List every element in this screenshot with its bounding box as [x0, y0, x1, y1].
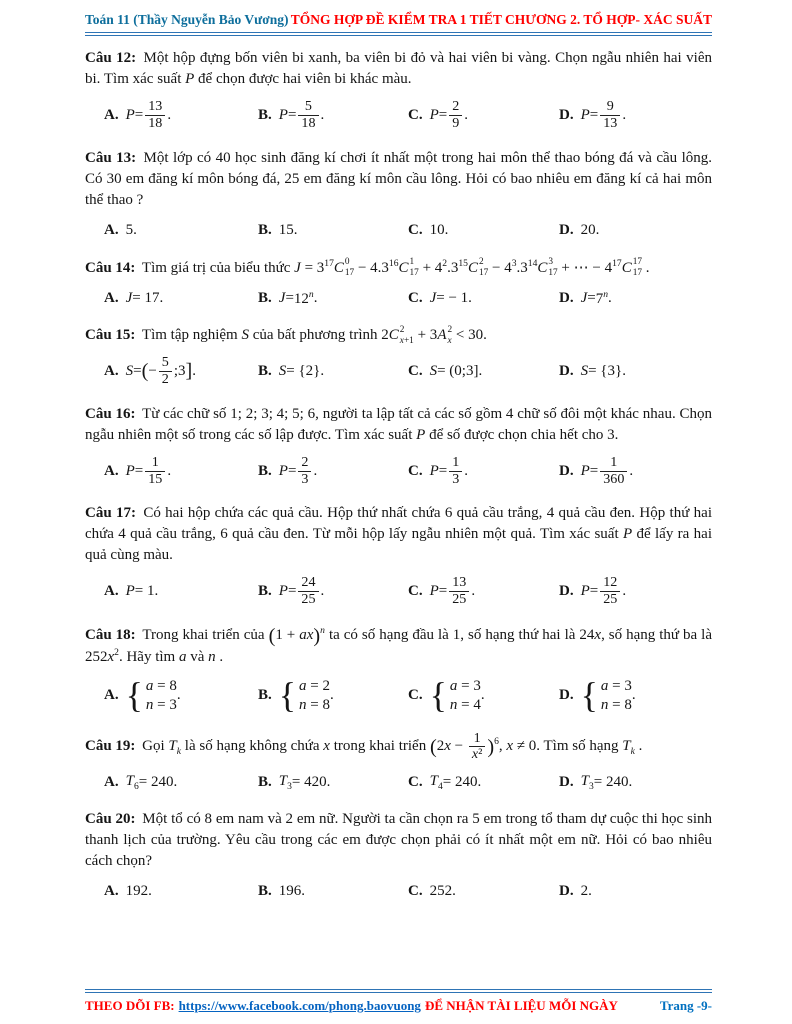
answer-content: P = $\frac{13}{25}$ . [429, 574, 476, 608]
answer-letter: B. [258, 362, 272, 379]
answer-option [408, 455, 555, 488]
question [85, 148, 712, 241]
fraction: $\frac{13}{18}$ [145, 99, 165, 132]
answer-content: 192. [125, 883, 152, 900]
fraction: $\frac{9}{13}$ [600, 99, 620, 132]
answer-letter: B. [258, 687, 272, 704]
math-symbol: C 0 17 [333, 257, 355, 279]
facebook-link[interactable]: https://www.facebook.com/phong.baovuong [178, 998, 421, 1013]
answer-content: 5. [125, 221, 137, 238]
question-label: Câu 18: [85, 626, 136, 643]
question-body: Một hộp đựng bốn viên bi xanh, ba viên bi đỏ và hai viên bi vàng. Chọn ngẫu nhiên hai viên bi. Tìm xác suất P để chọn được hai viên bi khác màu. [85, 50, 712, 87]
question [85, 503, 712, 608]
question-text [85, 404, 712, 446]
brace-icon: { [278, 674, 297, 715]
answer-option [408, 674, 555, 715]
question-label: Câu 14: [85, 259, 136, 276]
footer-divider [85, 989, 712, 993]
question [85, 624, 712, 715]
answer-option [408, 881, 555, 902]
answer-letter: A. [104, 774, 119, 791]
answer-content: $T_3$ = 420. [278, 773, 331, 793]
question-text [85, 48, 712, 90]
answer-option [104, 455, 254, 488]
answer-letter: C. [408, 583, 423, 600]
page-header [85, 12, 712, 32]
question-text [85, 809, 712, 872]
answer-content: P = $\frac{2}{9}$ . [429, 98, 469, 131]
answer-letter: A. [104, 362, 119, 379]
answer-letter: A. [104, 462, 119, 479]
math-symbol: $T_k$ [168, 738, 182, 758]
question-body: Có hai hộp chứa các quả cầu. Hộp thứ nhất chứa 6 quả cầu trắng, 4 quả cầu đen. Hộp thứ hai chứa 4 quả cầu trắng, 6 quả cầu đen. Từ mỗi hộp lấy ngẫu nhiên một quả. Tìm xác suất P để lấy ra hai quả cùng màu. [85, 505, 712, 564]
answer-letter: A. [104, 289, 119, 306]
answer-content: $T_3$ = 240. [580, 773, 633, 793]
math-symbol: $4^2$ [434, 257, 448, 276]
math-symbol: C 2 x+1 [388, 324, 414, 346]
answer-content: S = {3}. [580, 362, 626, 379]
answer-content: $T_4$ = 240. [429, 773, 482, 793]
question-body: Từ các chữ số 1; 2; 3; 4; 5; 6, người ta lập tất cả các số gồm 4 chữ số đôi một khác nhau. Chọn ngẫu nhiên một số trong các số lập được. Tìm xác suất P để số được chọn chia hết cho 3. [85, 405, 712, 443]
answer-letter: B. [258, 106, 272, 123]
question-body: Trong khai triển của (1 + ax)$^n$ ta có số hạng đầu là 1, số hạng thứ hai là 24x, số hạng thứ ba là $252x^2$. Hãy tìm a và n . [85, 624, 712, 666]
answer-content: P = $\frac{12}{25}$ . [580, 574, 627, 608]
answer-letter: A. [104, 883, 119, 900]
brace-icon: { [125, 674, 143, 715]
answer-option [258, 674, 404, 715]
math-symbol: C 3 17 [537, 257, 558, 279]
answer-letter: B. [258, 462, 272, 479]
answer-letter: B. [258, 289, 272, 306]
answer-option [559, 288, 712, 309]
header-title: TỔNG HỢP ĐỀ KIỂM TRA 1 TIẾT CHƯƠNG 2. TỔ HỢP- XÁC SUẤT [290, 12, 712, 27]
answer-option [408, 361, 555, 382]
answer-letter: C. [408, 774, 423, 791]
fraction: $\frac{1}{\text{x²}}$ [469, 731, 486, 764]
answer-letter: C. [408, 883, 423, 900]
math-symbol: $3^{16}$ [381, 257, 399, 276]
answer-content: P = $\frac{1}{3}$ . [429, 453, 469, 487]
answer-option [258, 575, 404, 608]
answer-letter: C. [408, 289, 423, 306]
answer-option [559, 674, 712, 715]
answer-letter: A. [104, 583, 119, 600]
answer-letter: B. [258, 221, 272, 238]
answer-content: P = $\frac{5}{18}$ . [278, 98, 325, 131]
math-symbol: A 2 x [437, 324, 453, 346]
question-label: Câu 20: [85, 811, 136, 828]
answer-content: { a = 3 n = 4 . [429, 674, 485, 715]
answer-option [104, 674, 254, 715]
question [85, 404, 712, 488]
answer-letter: C. [408, 687, 423, 704]
question-label: Câu 12: [85, 50, 137, 66]
answer-option [559, 772, 712, 793]
answer-option [559, 881, 712, 902]
answer-content: $T_6$ = 240. [125, 773, 178, 793]
answer-option [104, 772, 254, 793]
answer-row [85, 455, 712, 488]
answer-row [85, 99, 712, 132]
fraction: $\frac{2}{3}$ [298, 455, 311, 488]
answer-option [408, 575, 555, 608]
question-body: Tìm giá trị của biểu thức $J = 3^{17}C$ 0 17 − $4.3^{16}C$ 1 17 + $4^2.3^{15}C$ 2 17 − $4^3.3^{14}C$ 3 17 + ⋯ − $4^{17}C$ 17 17 . [141, 257, 650, 279]
question-body: Một tổ có 8 em nam và 2 em nữ. Người ta cần chọn ra 5 em trong tổ tham dự cuộc thi học sinh thanh lịch của trường. Yêu cầu trong các em được chọn phải có ít nhất một em nữ. Hỏi có bao nhiêu cách chọn? [85, 811, 712, 870]
math-symbol: $T_3$ [580, 773, 594, 793]
answer-letter: B. [258, 883, 272, 900]
questions-list [85, 48, 712, 989]
question [85, 257, 712, 309]
math-symbol: $3^{15}$ [450, 257, 468, 276]
footer-prefix: THEO DÕI FB: [85, 998, 175, 1013]
answer-option [559, 99, 712, 132]
question-body: Tìm tập nghiệm S của bất phương trình 2C 2 x+1 + 3A 2 x < 30. [141, 324, 487, 346]
fraction: $\frac{12}{25}$ [600, 575, 620, 608]
footer-note [85, 998, 618, 1014]
question-label: Câu 19: [85, 738, 136, 755]
answer-row [85, 881, 712, 902]
answer-option [408, 99, 555, 132]
answer-letter: B. [258, 774, 272, 791]
answer-content: 252. [429, 883, 456, 900]
answer-letter: D. [559, 687, 574, 704]
math-symbol: $T_6$ [125, 773, 139, 793]
question-label: Câu 16: [85, 405, 136, 422]
answer-content: J = 17. [125, 289, 164, 306]
answer-row [85, 355, 712, 388]
math-symbol: $T_4$ [429, 773, 443, 793]
answer-content: P = $\frac{1}{360}$ . [580, 453, 634, 487]
answer-option [258, 288, 404, 309]
question [85, 809, 712, 902]
answer-letter: D. [559, 462, 574, 479]
answer-letter: C. [408, 106, 423, 123]
answer-option [258, 772, 404, 793]
answer-content: P = $\frac{2}{3}$ . [278, 453, 318, 487]
question-body: Gọi $T_k$ là số hạng không chứa x trong khai triển (2x − $\frac{1}{\text{x²}}$ )$^6$, x ≠ 0. Tìm số hạng $T_k$ . [142, 729, 643, 763]
answer-content: 15. [278, 221, 298, 238]
answer-row [85, 674, 712, 715]
math-symbol: $3^{17}$ [316, 257, 334, 276]
answer-option [104, 220, 254, 241]
answer-content: 2. [580, 883, 592, 900]
answer-option [559, 361, 712, 382]
answer-content: { a = 2 n = 8 . [278, 674, 334, 715]
fraction: $\frac{1}{360}$ [600, 455, 627, 488]
answer-option [258, 881, 404, 902]
fraction: $\frac{5}{18}$ [298, 99, 318, 132]
answer-letter: B. [258, 583, 272, 600]
answer-option [104, 581, 254, 602]
math-symbol: $T_3$ [278, 773, 292, 793]
answer-content: J = 7$^n$ . [580, 288, 612, 307]
question-text [85, 731, 712, 764]
brace-icon: { [580, 674, 598, 715]
answer-option [258, 220, 404, 241]
answer-option [559, 455, 712, 488]
fraction: $\frac{24}{25}$ [298, 575, 318, 608]
math-symbol: $T_k$ [622, 738, 635, 758]
answer-content: P = $\frac{9}{13}$ . [580, 98, 627, 131]
answer-content: 10. [429, 221, 449, 238]
math-symbol: $4^3$ [504, 257, 517, 276]
answer-row [85, 575, 712, 608]
answer-option [258, 361, 404, 382]
answer-letter: D. [559, 583, 574, 600]
system-of-equations: { a = 3 n = 4 [429, 674, 481, 715]
answer-option [408, 772, 555, 793]
page-number: Trang -9- [659, 998, 712, 1013]
answer-option [559, 575, 712, 608]
answer-option [104, 99, 254, 132]
answer-row [85, 220, 712, 241]
answer-content: S = {2}. [278, 362, 325, 379]
question-label: Câu 15: [85, 326, 136, 343]
answer-option [559, 220, 712, 241]
question [85, 731, 712, 794]
fraction: $\frac{1}{3}$ [449, 455, 462, 488]
math-symbol: 7$^n$ [595, 288, 609, 307]
answer-letter: C. [408, 362, 423, 379]
answer-letter: D. [559, 221, 574, 238]
answer-content: { a = 3 n = 8 . [580, 674, 636, 715]
math-symbol: 12$^n$ [293, 288, 314, 307]
answer-content: P = $\frac{1}{15}$ . [125, 453, 172, 487]
answer-content: 20. [580, 221, 600, 238]
question-body: Một lớp có 40 học sinh đăng kí chơi ít nhất một trong hai môn thể thao bóng đá và cầu lông. Có 30 em đăng kí môn bóng đá, 25 em đăng kí môn cầu lông. Hỏi có bao nhiêu em đăng kí cả hai môn thể thao ? [85, 149, 712, 208]
answer-option [104, 881, 254, 902]
question-label: Câu 17: [85, 505, 136, 522]
footer-line [85, 998, 712, 1014]
brace-icon: { [429, 674, 447, 715]
answer-option [408, 220, 555, 241]
math-symbol: $3^{14}$ [520, 257, 538, 276]
answer-content: J = − 1. [429, 289, 472, 306]
answer-letter: D. [559, 289, 574, 306]
answer-content: P = $\frac{24}{25}$ . [278, 574, 325, 608]
answer-option [408, 288, 555, 309]
question [85, 325, 712, 388]
footer-suffix: ĐỂ NHẬN TÀI LIỆU MỖI NGÀY [424, 998, 618, 1013]
question-text [85, 624, 712, 668]
answer-content: J = 12$^n$ . [278, 288, 318, 307]
answer-content: 196. [278, 883, 306, 900]
header-divider [85, 32, 712, 36]
answer-option [104, 355, 254, 388]
answer-content: S = ( − $\frac{5}{2}$ ;3 ] . [125, 354, 196, 387]
answer-letter: D. [559, 106, 574, 123]
answer-letter: D. [559, 883, 574, 900]
system-of-equations: { a = 2 n = 8 [278, 674, 331, 715]
answer-letter: D. [559, 774, 574, 791]
answer-content: { a = 8 n = 3 . [125, 674, 181, 715]
fraction: $\frac{2}{9}$ [449, 99, 462, 132]
math-symbol: $4^{17}$ [604, 257, 622, 276]
question-text [85, 257, 712, 279]
system-of-equations: { a = 8 n = 3 [125, 674, 177, 715]
page-footer [85, 989, 712, 1014]
answer-content: S = (0;3]. [429, 362, 483, 379]
question-text [85, 503, 712, 566]
answer-row [85, 288, 712, 309]
answer-option [104, 288, 254, 309]
fraction: $\frac{5}{2}$ [159, 355, 172, 388]
header-subject: Toán 11 (Thầy Nguyễn Bảo Vương) [85, 12, 289, 27]
answer-letter: A. [104, 221, 119, 238]
question [85, 48, 712, 132]
answer-option [258, 99, 404, 132]
answer-content: P = 1. [125, 583, 159, 600]
question-label: Câu 13: [85, 149, 137, 166]
math-symbol: C 2 17 [467, 257, 489, 279]
math-symbol: C 1 17 [398, 257, 419, 279]
answer-row [85, 772, 712, 793]
answer-letter: C. [408, 462, 423, 479]
math-symbol: C 17 17 [621, 257, 642, 279]
question-text [85, 325, 712, 346]
system-of-equations: { a = 3 n = 8 [580, 674, 632, 715]
question-text [85, 148, 712, 211]
answer-letter: C. [408, 221, 423, 238]
answer-letter: A. [104, 106, 119, 123]
fraction: $\frac{13}{25}$ [449, 575, 469, 608]
answer-letter: A. [104, 687, 119, 704]
answer-content: P = $\frac{13}{18}$ . [125, 98, 172, 131]
fraction: $\frac{1}{15}$ [145, 455, 165, 488]
answer-letter: D. [559, 362, 574, 379]
answer-option [258, 455, 404, 488]
